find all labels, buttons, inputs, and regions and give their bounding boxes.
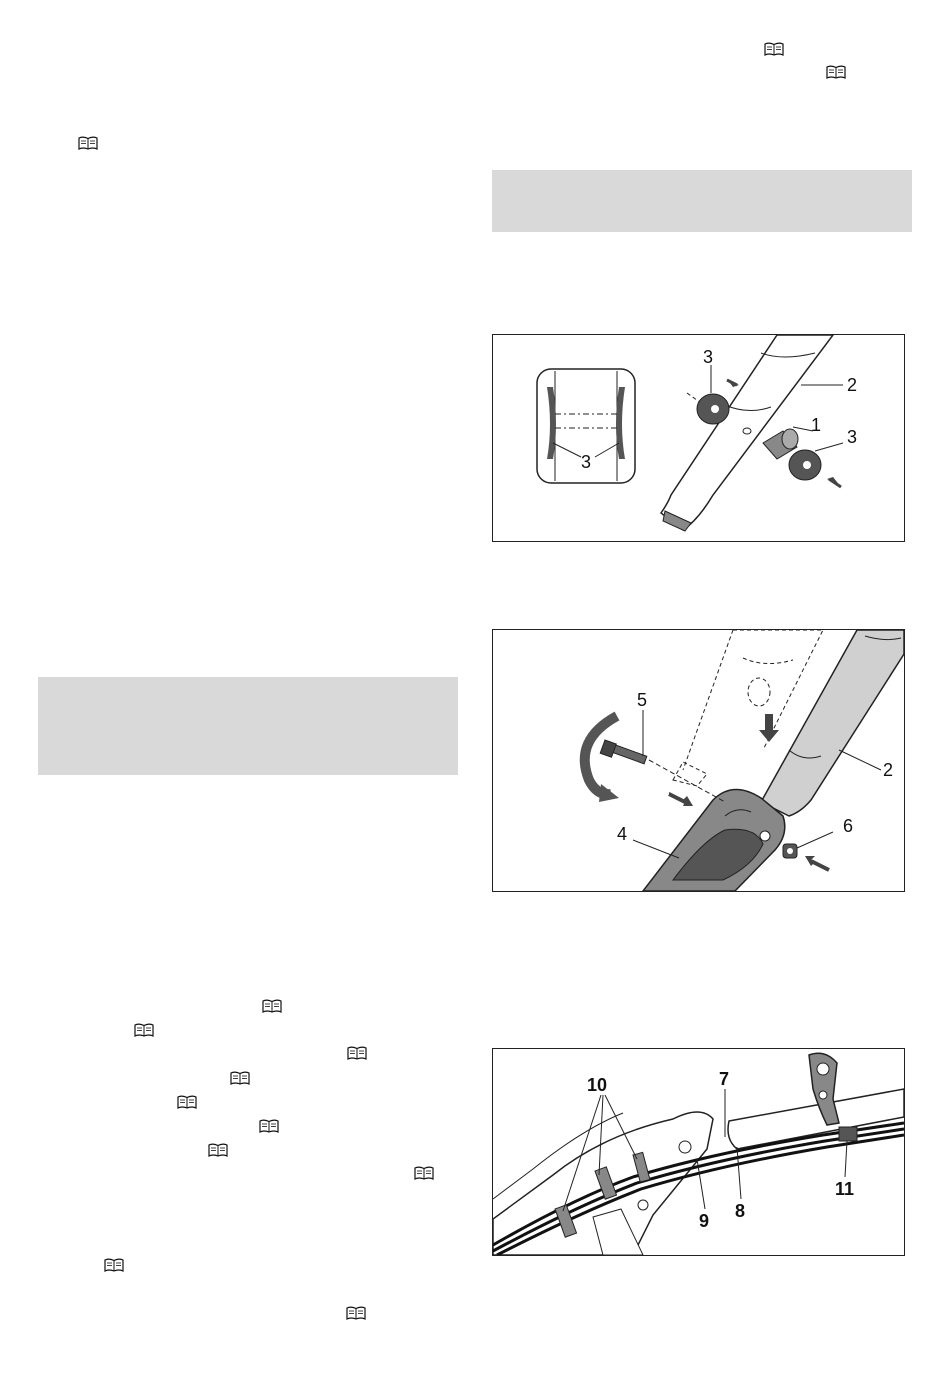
book-reference-icon xyxy=(177,1095,197,1109)
book-reference-icon xyxy=(208,1143,228,1157)
tube-part xyxy=(661,335,833,531)
label-washer-right: 3 xyxy=(847,427,858,447)
book-reference-icon xyxy=(262,999,282,1013)
screw-part xyxy=(600,740,725,802)
book-reference-icon xyxy=(78,136,98,150)
arrow-down-icon xyxy=(759,714,779,742)
inset-washer-detail xyxy=(537,369,635,483)
section-heading-band xyxy=(38,677,458,775)
sleeve-part xyxy=(763,429,798,459)
label-tube: 2 xyxy=(847,375,858,395)
section-heading-band xyxy=(492,170,912,232)
book-reference-icon xyxy=(347,1046,367,1060)
book-reference-icon xyxy=(764,42,784,56)
book-reference-icon xyxy=(134,1023,154,1037)
tube-part xyxy=(761,630,904,816)
label-washer-left: 3 xyxy=(703,347,714,367)
label-sleeve: 1 xyxy=(811,415,822,435)
label-housing: 4 xyxy=(617,824,628,844)
cable-clamp-11 xyxy=(839,1127,857,1141)
figure-tube-washers xyxy=(492,334,905,542)
label-screw: 5 xyxy=(637,690,648,710)
label-tube: 2 xyxy=(883,760,894,780)
label-cable-8: 8 xyxy=(735,1201,746,1221)
label-nut: 6 xyxy=(843,816,854,836)
label-cable-7: 7 xyxy=(719,1069,730,1089)
label-clamp: 11 xyxy=(835,1179,855,1199)
label-cable-ties: 10 xyxy=(587,1075,608,1095)
book-reference-icon xyxy=(104,1258,124,1272)
nut-part xyxy=(783,844,797,858)
book-reference-icon xyxy=(826,65,846,79)
figure-tube-housing xyxy=(492,629,905,892)
book-reference-icon xyxy=(346,1306,366,1320)
book-reference-icon xyxy=(259,1119,279,1133)
book-reference-icon xyxy=(230,1071,250,1085)
washer-right xyxy=(789,450,841,487)
label-cable-9: 9 xyxy=(699,1211,710,1231)
housing-part xyxy=(643,789,785,891)
inset-label: 3 xyxy=(581,452,592,472)
book-reference-icon xyxy=(414,1166,434,1180)
figure-cable-routing xyxy=(492,1048,905,1256)
